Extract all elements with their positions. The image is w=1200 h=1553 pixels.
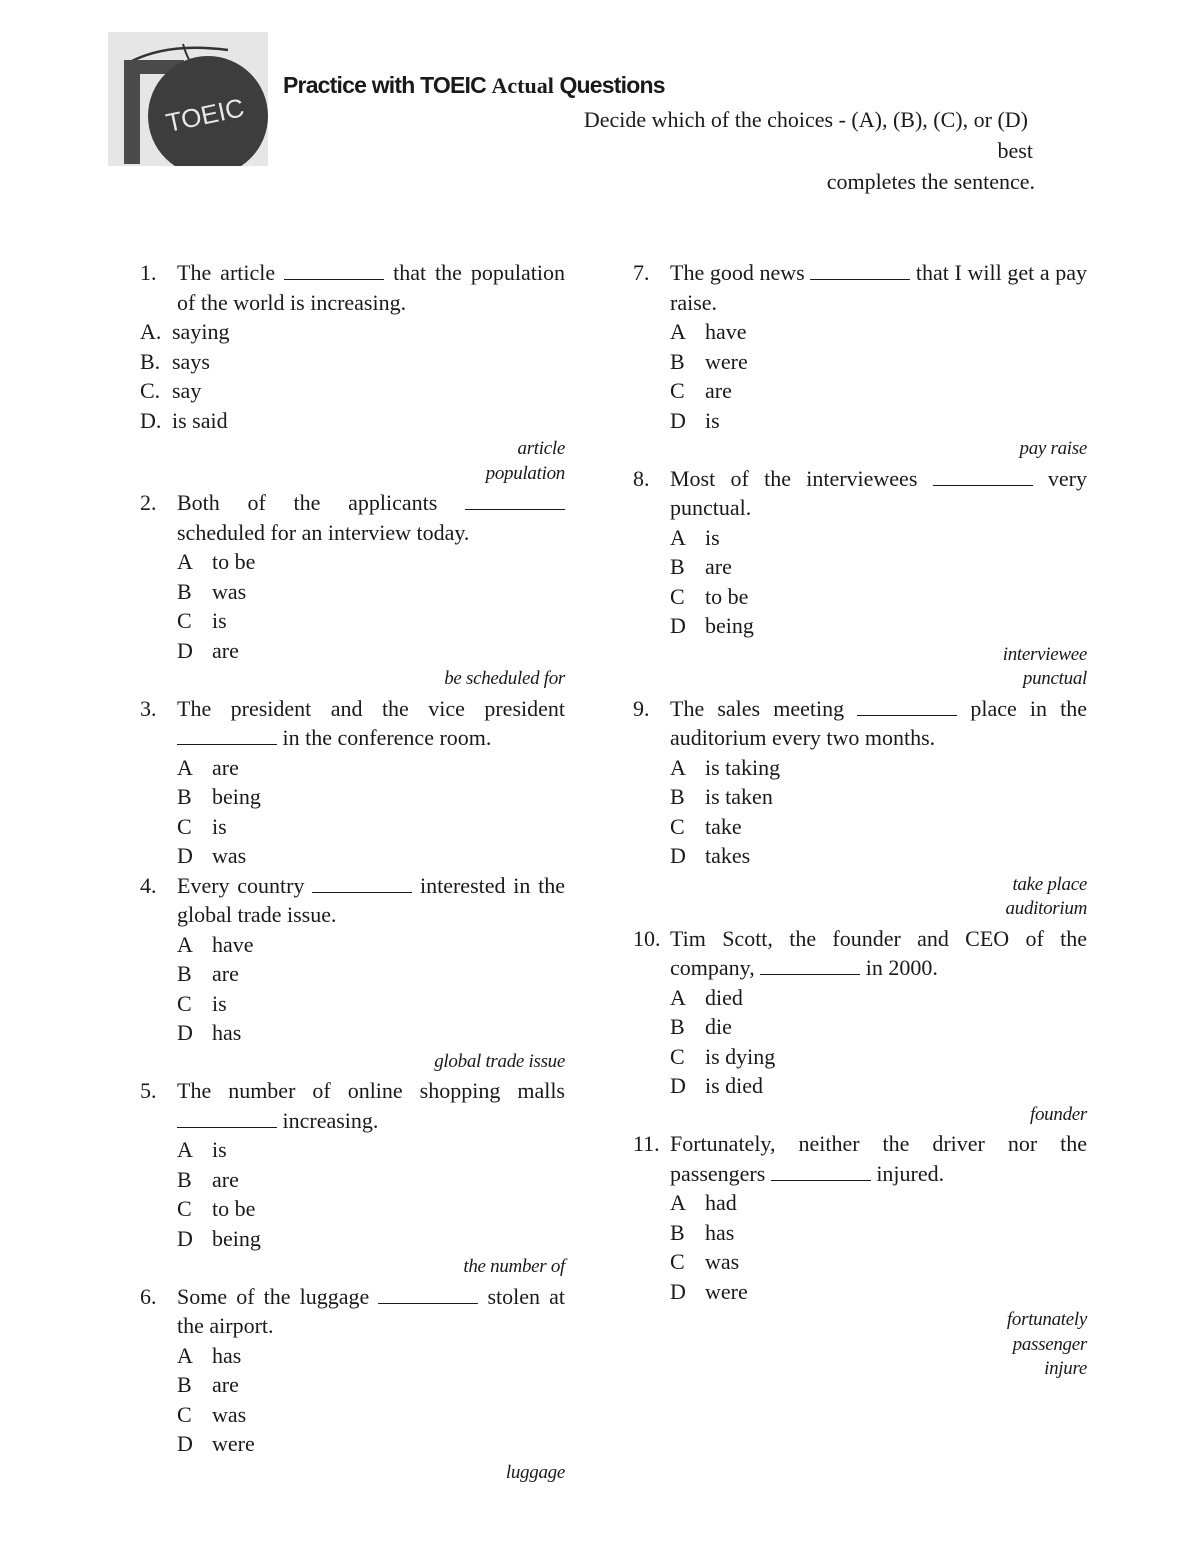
vocabulary-notes xyxy=(633,871,1087,924)
instruction-line-1: Decide which of the choices - (A), (B), (C), or (D) xyxy=(583,107,1028,132)
answer-option[interactable] xyxy=(140,606,565,636)
question-stem xyxy=(633,464,1087,523)
question-text-before: Some of the luggage xyxy=(177,1283,379,1309)
option-letter: C xyxy=(177,990,192,1016)
answer-option[interactable] xyxy=(633,376,1087,406)
vocabulary-word: auditorium xyxy=(1005,898,1087,919)
answer-option[interactable] xyxy=(633,812,1087,842)
vocabulary-notes xyxy=(633,435,1087,464)
question-number: 11. xyxy=(633,1131,660,1156)
option-letter: B xyxy=(177,961,192,986)
answer-option[interactable] xyxy=(633,983,1087,1013)
option-text: was xyxy=(212,578,247,604)
option-text: is xyxy=(212,813,227,839)
option-text: being xyxy=(212,784,261,809)
answer-option[interactable] xyxy=(633,841,1087,871)
option-letter: A xyxy=(670,754,686,780)
option-text: being xyxy=(212,1225,261,1251)
answer-option[interactable] xyxy=(140,782,565,812)
option-letter: B xyxy=(177,1372,192,1397)
answer-option[interactable] xyxy=(140,636,565,666)
option-letter: D xyxy=(177,1431,193,1456)
vocabulary-notes xyxy=(140,1459,565,1488)
question-stem xyxy=(140,488,565,547)
option-text: was xyxy=(705,1249,740,1274)
question-item xyxy=(140,1076,565,1282)
option-text: has xyxy=(705,1219,735,1245)
title-main: Practice with TOEIC xyxy=(283,72,492,98)
option-text: were xyxy=(705,1278,748,1304)
option-text: die xyxy=(705,1014,732,1039)
answer-option[interactable] xyxy=(140,317,565,347)
question-text-after: scheduled for an interview today. xyxy=(177,519,470,545)
answer-option[interactable] xyxy=(140,959,565,989)
vocabulary-notes xyxy=(140,665,565,694)
option-letter: A. xyxy=(140,319,162,344)
option-letter: B xyxy=(177,1166,192,1192)
option-letter: A xyxy=(670,319,686,344)
option-letter: D xyxy=(670,407,686,433)
question-text-after: in 2000. xyxy=(860,955,938,980)
option-text: is xyxy=(212,990,227,1016)
option-letter: D xyxy=(670,843,686,868)
answer-option[interactable] xyxy=(140,841,565,871)
option-letter: A xyxy=(670,524,686,550)
option-text: to be xyxy=(212,1196,256,1221)
question-text-after: injured. xyxy=(870,1160,945,1186)
option-letter: A xyxy=(670,1190,686,1215)
answer-option[interactable] xyxy=(140,1194,565,1224)
question-number: 2. xyxy=(140,490,157,515)
answer-option[interactable] xyxy=(140,1018,565,1048)
question-text-before: Fortunately, neither the driver nor the passengers xyxy=(670,1131,1087,1186)
option-letter: D xyxy=(670,1073,686,1098)
questions-column-right xyxy=(633,258,1087,1384)
question-number: 3. xyxy=(140,695,157,721)
question-stem xyxy=(633,694,1087,753)
option-letter: C xyxy=(670,1249,685,1274)
question-number: 4. xyxy=(140,872,157,898)
question-stem xyxy=(140,871,565,930)
option-text: were xyxy=(705,348,748,374)
answer-option[interactable] xyxy=(633,1218,1087,1248)
instruction-line-2: best xyxy=(997,138,1033,163)
option-letter: A xyxy=(177,1137,193,1162)
question-text-before: Tim Scott, the founder and CEO of the company, xyxy=(670,925,1087,980)
option-letter: D xyxy=(670,1278,686,1304)
answer-option[interactable] xyxy=(633,582,1087,612)
answer-option[interactable] xyxy=(633,317,1087,347)
vocabulary-notes xyxy=(140,1048,565,1077)
question-text-before: The president and the vice president xyxy=(177,695,565,721)
vocabulary-word: global trade issue xyxy=(434,1050,565,1072)
option-text: are xyxy=(212,1372,239,1397)
option-letter: B xyxy=(670,1014,685,1039)
option-text: take xyxy=(705,813,742,839)
question-text-after: interested in the global trade issue. xyxy=(177,872,565,927)
answer-blank xyxy=(177,726,277,745)
option-letter: C. xyxy=(140,378,161,403)
question-text-after: stolen at the airport. xyxy=(177,1283,565,1338)
answer-option[interactable] xyxy=(140,812,565,842)
option-letter: C xyxy=(670,583,685,609)
answer-blank xyxy=(312,874,412,893)
option-letter: B xyxy=(177,784,192,809)
option-letter: C xyxy=(177,1196,192,1221)
option-text: had xyxy=(705,1190,737,1215)
option-text: are xyxy=(212,1166,239,1192)
answer-option[interactable] xyxy=(633,1188,1087,1218)
question-item xyxy=(140,488,565,694)
question-item xyxy=(140,694,565,871)
option-letter: D xyxy=(177,637,193,663)
title-questions: Questions xyxy=(553,72,665,98)
answer-option[interactable] xyxy=(633,1042,1087,1072)
answer-option[interactable] xyxy=(140,1135,565,1165)
answer-option[interactable] xyxy=(140,1224,565,1254)
vocabulary-word: pay raise xyxy=(1019,438,1087,459)
question-number: 5. xyxy=(140,1078,157,1103)
answer-blank xyxy=(760,956,860,975)
question-text-before: Most of the interviewees xyxy=(670,465,933,491)
option-letter: A xyxy=(177,1342,193,1368)
vocabulary-word: founder xyxy=(1029,1103,1087,1125)
answer-blank xyxy=(378,1285,478,1304)
answer-option[interactable] xyxy=(140,376,565,406)
option-letter: B xyxy=(177,578,192,604)
option-letter: A xyxy=(177,754,193,780)
question-stem xyxy=(140,694,565,753)
option-text: are xyxy=(212,961,239,986)
option-text: has xyxy=(212,1020,242,1045)
option-text: is said xyxy=(172,407,228,433)
question-stem xyxy=(140,1076,565,1135)
option-text: are xyxy=(212,754,239,780)
answer-blank xyxy=(810,261,910,280)
option-letter: C xyxy=(670,813,685,839)
question-number: 1. xyxy=(140,260,157,285)
answer-option[interactable] xyxy=(140,577,565,607)
option-text: is xyxy=(212,1137,227,1162)
option-text: say xyxy=(172,378,202,403)
option-letter: D xyxy=(177,843,193,868)
question-stem xyxy=(633,1129,1087,1188)
answer-option[interactable] xyxy=(633,523,1087,553)
option-letter: B xyxy=(670,348,685,374)
option-text: was xyxy=(212,1401,247,1427)
vocabulary-notes xyxy=(633,1306,1087,1384)
questions-column-left xyxy=(140,258,565,1487)
option-letter: C xyxy=(670,1043,685,1069)
vocabulary-word: be scheduled for xyxy=(444,668,565,689)
title-actual: Actual xyxy=(491,73,554,98)
question-item xyxy=(633,258,1087,464)
answer-option[interactable] xyxy=(633,1012,1087,1042)
option-letter: B xyxy=(670,1219,685,1245)
answer-option[interactable] xyxy=(633,611,1087,641)
question-text-before: The article xyxy=(177,260,285,285)
option-text: is taken xyxy=(705,784,773,809)
question-item xyxy=(633,694,1087,924)
answer-option[interactable] xyxy=(633,1247,1087,1277)
answer-blank xyxy=(933,467,1033,486)
vocabulary-word: interviewee xyxy=(1002,643,1087,665)
option-text: to be xyxy=(705,583,749,609)
option-letter: D. xyxy=(140,407,162,433)
question-item xyxy=(140,1282,565,1488)
vocabulary-word: the number of xyxy=(463,1256,565,1277)
answer-option[interactable] xyxy=(140,1370,565,1400)
question-number: 10. xyxy=(633,925,661,951)
vocabulary-notes xyxy=(633,1101,1087,1130)
question-text-after: increasing. xyxy=(277,1107,379,1133)
answer-option[interactable] xyxy=(140,406,565,436)
option-letter: C xyxy=(670,378,685,403)
vocabulary-word: population xyxy=(485,462,565,484)
answer-option[interactable] xyxy=(633,753,1087,783)
option-text: is xyxy=(705,407,720,433)
question-item xyxy=(633,924,1087,1130)
answer-option[interactable] xyxy=(633,406,1087,436)
option-text: saying xyxy=(172,319,230,344)
option-text: are xyxy=(212,637,239,663)
question-text-after: place in the auditorium every two months. xyxy=(670,695,1087,750)
option-letter: D xyxy=(177,1020,193,1045)
question-text-after: in the conference room. xyxy=(277,725,492,750)
question-text-after: very punctual. xyxy=(670,465,1088,520)
answer-option[interactable] xyxy=(633,347,1087,377)
option-text: is xyxy=(212,608,227,633)
vocabulary-notes xyxy=(633,641,1087,694)
option-letter: A xyxy=(177,549,193,574)
question-text-after: that I will get a pay raise. xyxy=(670,260,1087,315)
option-text: have xyxy=(212,931,254,957)
vocabulary-notes xyxy=(140,435,565,488)
option-text: are xyxy=(705,554,732,579)
vocabulary-word: punctual xyxy=(1022,668,1087,689)
question-text-before: The good news xyxy=(670,260,811,285)
answer-option[interactable] xyxy=(140,1429,565,1459)
question-stem xyxy=(140,258,565,317)
question-text-before: The number of online shopping malls xyxy=(177,1078,565,1103)
logo-text: TOEIC xyxy=(163,92,247,138)
option-text: was xyxy=(212,843,247,868)
question-item xyxy=(633,1129,1087,1384)
answer-option[interactable] xyxy=(140,1400,565,1430)
option-letter: B xyxy=(670,784,685,809)
answer-option[interactable] xyxy=(140,547,565,577)
option-text: were xyxy=(212,1431,255,1456)
question-stem xyxy=(633,924,1087,983)
option-letter: A xyxy=(177,931,193,957)
option-letter: A xyxy=(670,984,686,1010)
answer-option[interactable] xyxy=(140,930,565,960)
question-number: 6. xyxy=(140,1283,157,1309)
answer-option[interactable] xyxy=(633,782,1087,812)
question-stem xyxy=(140,1282,565,1341)
option-letter: C xyxy=(177,813,192,839)
answer-blank xyxy=(465,491,565,510)
answer-blank xyxy=(771,1162,871,1181)
vocabulary-word: take place xyxy=(1012,873,1087,895)
option-letter: D xyxy=(177,1225,193,1251)
question-text-before: Every country xyxy=(177,872,313,898)
answer-option[interactable] xyxy=(140,753,565,783)
vocabulary-word: article xyxy=(517,438,565,459)
question-text-after: that the population of the world is increasing. xyxy=(177,260,565,315)
answer-option[interactable] xyxy=(140,347,565,377)
answer-option[interactable] xyxy=(140,1341,565,1371)
answer-option[interactable] xyxy=(633,1277,1087,1307)
option-text: is taking xyxy=(705,754,781,780)
option-text: died xyxy=(705,984,743,1010)
option-letter: B xyxy=(670,554,685,579)
option-text: being xyxy=(705,613,754,638)
vocabulary-word: luggage xyxy=(505,1461,565,1483)
vocabulary-notes xyxy=(140,1253,565,1282)
answer-blank xyxy=(284,261,384,280)
question-text-before: Both of the applicants xyxy=(177,490,465,515)
option-text: are xyxy=(705,378,732,403)
option-text: is xyxy=(705,524,720,550)
option-text: says xyxy=(172,348,210,374)
question-item xyxy=(140,258,565,488)
option-letter: B. xyxy=(140,348,161,374)
option-text: takes xyxy=(705,843,751,868)
option-letter: C xyxy=(177,1401,192,1427)
page-title xyxy=(283,72,665,99)
option-text: has xyxy=(212,1342,242,1368)
question-item xyxy=(633,464,1087,694)
answer-option[interactable] xyxy=(140,989,565,1019)
option-text: to be xyxy=(212,549,256,574)
answer-blank xyxy=(857,697,957,716)
answer-option[interactable] xyxy=(633,1071,1087,1101)
option-text: have xyxy=(705,319,747,344)
question-number: 7. xyxy=(633,260,650,285)
answer-option[interactable] xyxy=(633,552,1087,582)
vocabulary-word: fortunately xyxy=(1006,1309,1087,1330)
vocabulary-word: passenger xyxy=(1012,1333,1087,1355)
answer-option[interactable] xyxy=(140,1165,565,1195)
question-text-before: The sales meeting xyxy=(670,695,858,721)
vocabulary-word: injure xyxy=(1044,1358,1087,1379)
option-letter: C xyxy=(177,608,192,633)
option-letter: D xyxy=(670,613,686,638)
option-text: is died xyxy=(705,1073,764,1098)
question-number: 9. xyxy=(633,695,650,721)
question-stem xyxy=(633,258,1087,317)
instruction-line-3: completes the sentence. xyxy=(826,169,1035,194)
answer-blank xyxy=(177,1109,277,1128)
option-text: is dying xyxy=(705,1043,776,1069)
toeic-logo xyxy=(108,32,268,166)
question-number: 8. xyxy=(633,465,650,491)
question-item xyxy=(140,871,565,1077)
